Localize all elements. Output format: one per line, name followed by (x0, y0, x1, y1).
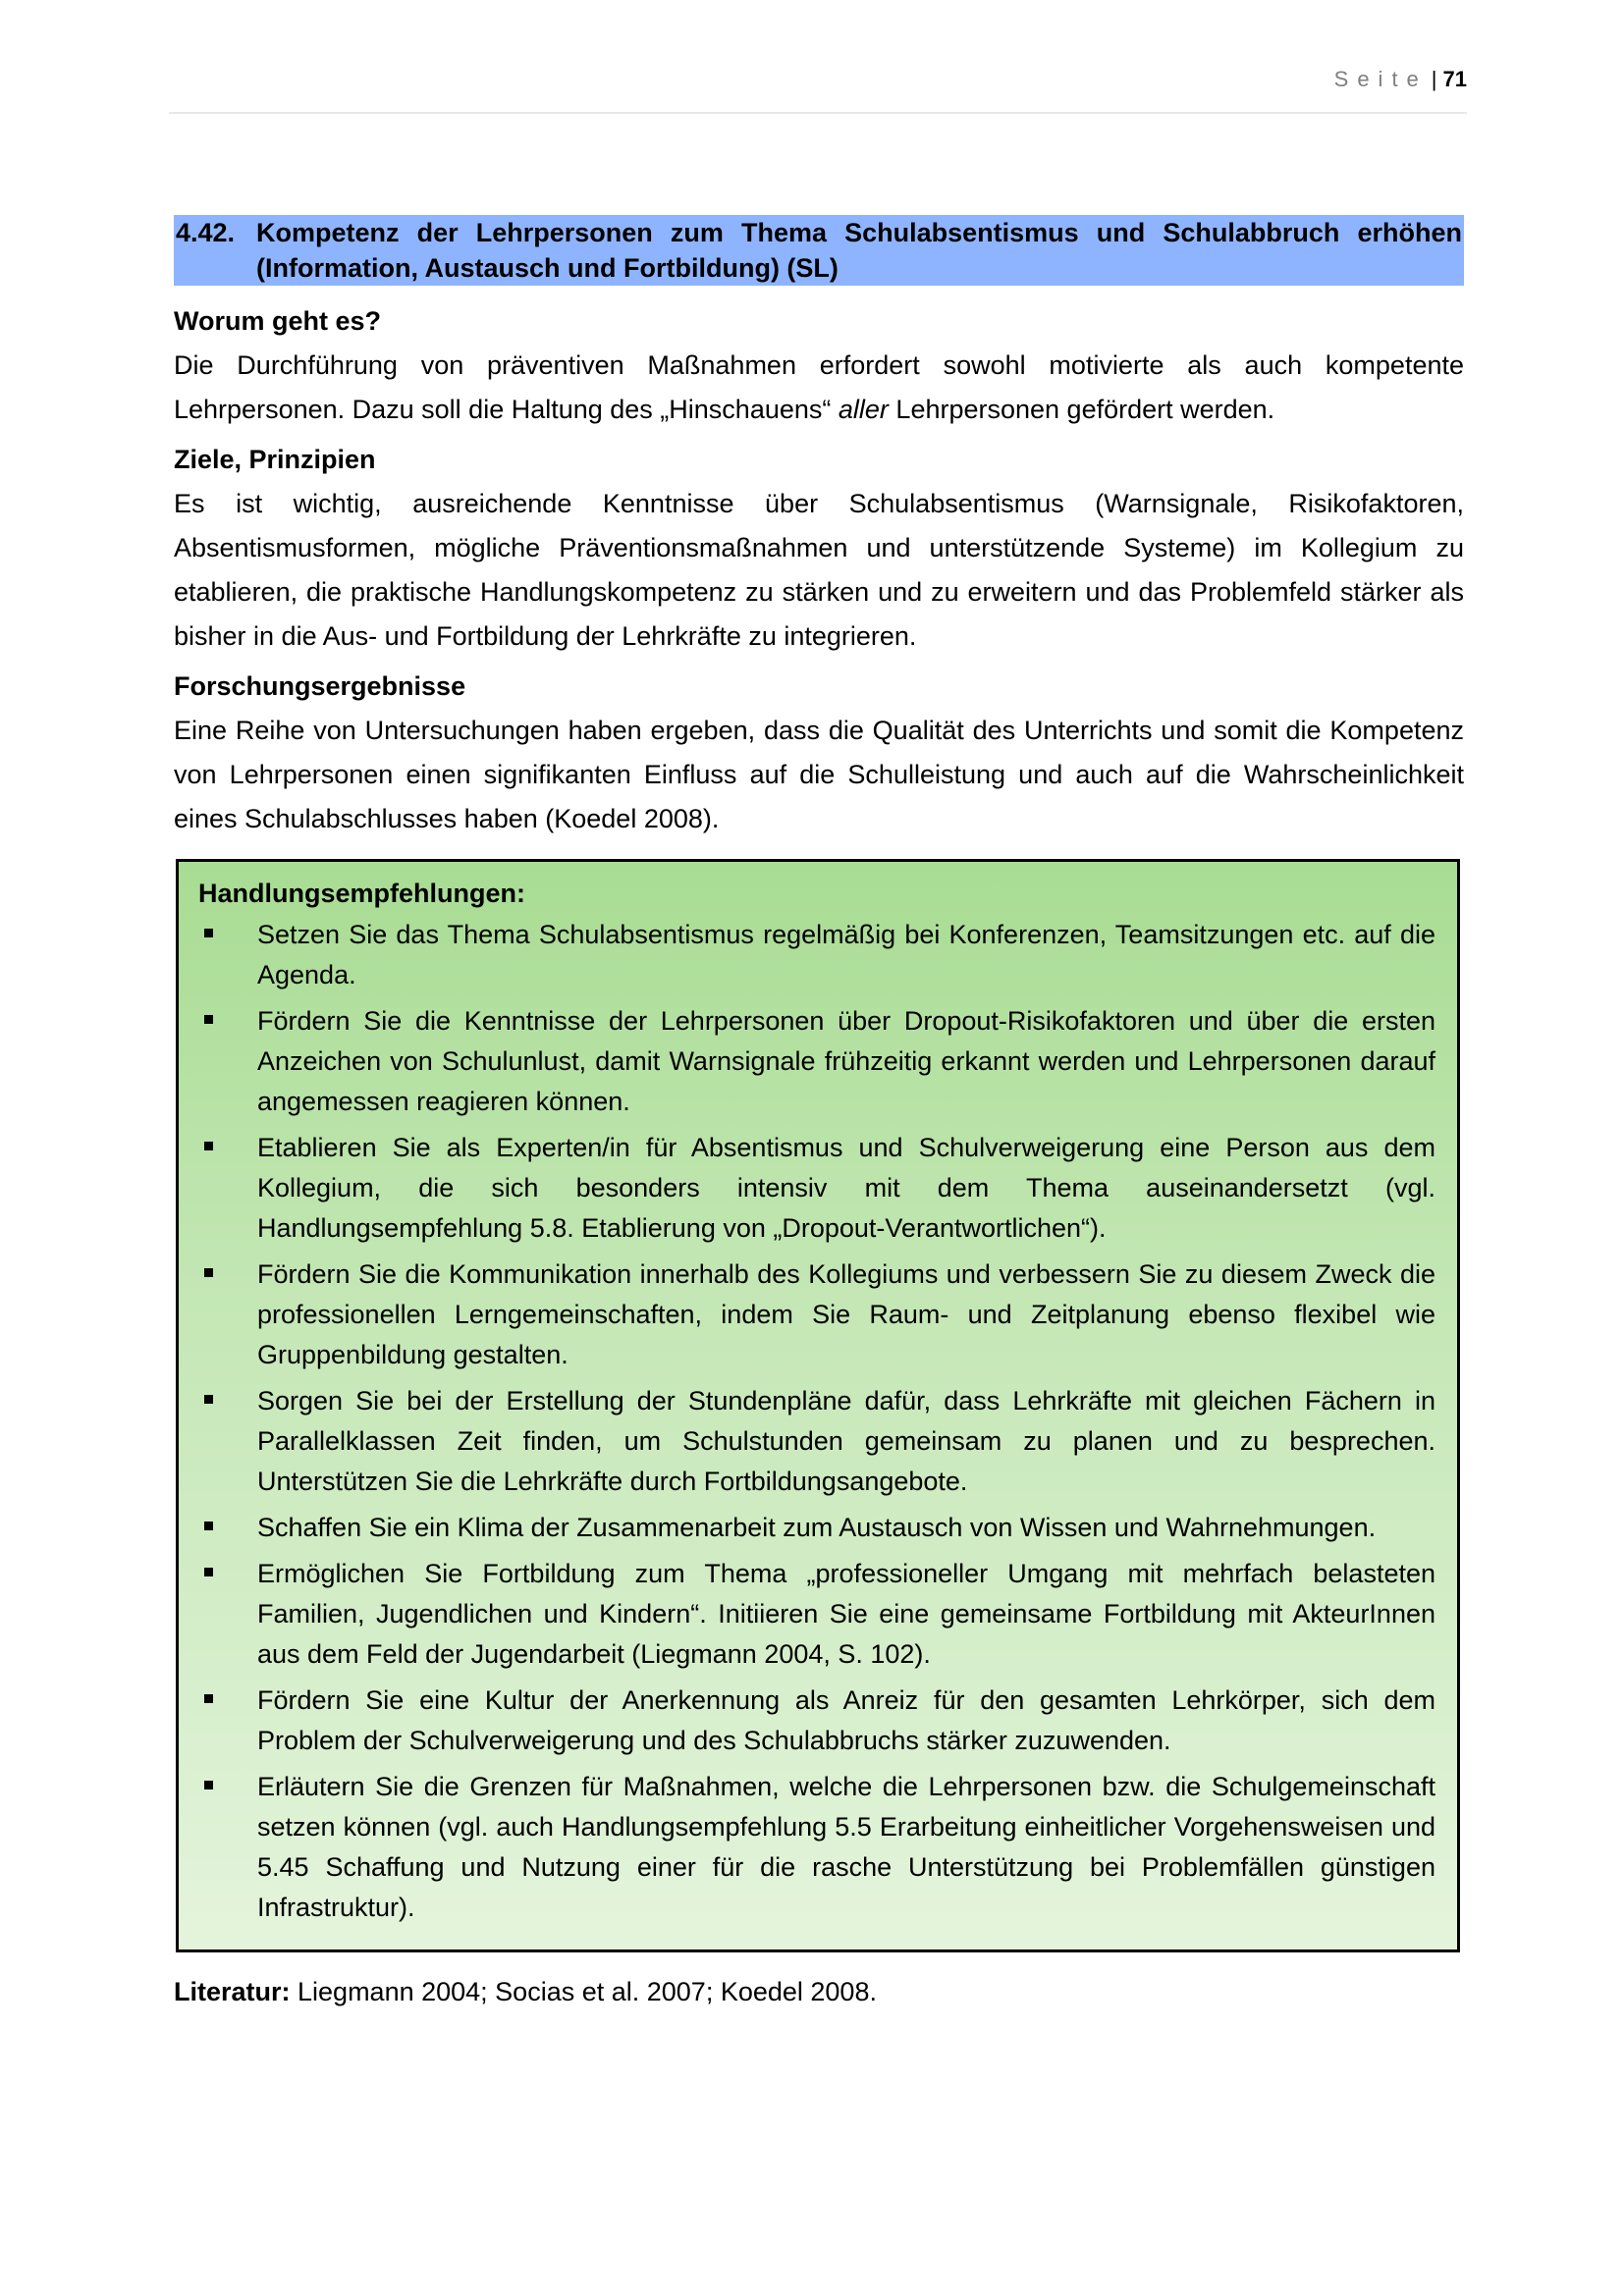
bullet-icon (198, 915, 257, 995)
bullet-icon (198, 1508, 257, 1548)
section-number: 4.42. (176, 218, 236, 247)
bullet-icon (198, 1255, 257, 1375)
list-item-text: Sorgen Sie bei der Erstellung der Stundenpläne dafür, dass Lehrkräfte mit gleichen Fächern in Parallelklassen Zeit finden, um Schulstunden gemeinsam zu planen und zu besprechen. Unterstützen Sie die Lehrkräfte durch Fortbildungsangebote. (257, 1386, 1435, 1496)
list-item (198, 915, 1435, 995)
list-item-text: Schaffen Sie ein Klima der Zusammenarbeit zum Austausch von Wissen und Wahrnehmungen. (257, 1513, 1377, 1542)
list-item (198, 1681, 1435, 1761)
bullet-icon (198, 1381, 257, 1502)
worum-heading: Worum geht es? (174, 306, 382, 336)
list-item (198, 1381, 1435, 1502)
main-content (174, 215, 1464, 2014)
ziele-heading: Ziele, Prinzipien (174, 445, 376, 474)
worum-text-end: Lehrpersonen gefördert werden. (888, 395, 1275, 424)
list-item-text: Fördern Sie die Kommunikation innerhalb des Kollegiums und verbessern Sie zu diesem Zweck die professionellen Lerngemeinschaften, indem Sie Raum- und Zeitplanung ebenso flexibel wie Gruppenbildung gestalten. (257, 1259, 1435, 1369)
list-item (198, 1255, 1435, 1375)
literature-text: Liegmann 2004; Socias et al. 2007; Koedel 2008. (290, 1977, 877, 2006)
bullet-icon (198, 1554, 257, 1675)
page-header (169, 61, 1467, 114)
recommendations-list (198, 915, 1435, 1928)
literature-line (174, 1970, 1464, 2014)
list-item (198, 1554, 1435, 1675)
list-item-text: Fördern Sie die Kenntnisse der Lehrpersonen über Dropout-Risikofaktoren und über die ersten Anzeichen von Schulunlust, damit Warnsignale frühzeitig erkannt werden und Lehrpersonen darauf angemessen reagieren können. (257, 1006, 1435, 1116)
bullet-icon (198, 1767, 257, 1928)
list-item (198, 1508, 1435, 1548)
recommendations-box (176, 859, 1460, 1952)
list-item-text: Fördern Sie eine Kultur der Anerkennung als Anreiz für den gesamten Lehrkörper, sich dem Problem der Schulverweigerung und des Schulabbruchs stärker zuzuwenden. (257, 1685, 1435, 1755)
literature-label: Literatur: (174, 1977, 291, 2006)
ziele-paragraph: Es ist wichtig, ausreichende Kenntnisse über Schulabsentismus (Warnsignale, Risikofaktoren, Absentismusformen, mögliche Präventionsmaßnahmen und unterstützende Systeme) im Kollegium zu etablieren, die praktische Handlungskompetenz zu stärken und zu erweitern und das Problemfeld stärker als bisher in die Aus- und Fortbildung der Lehrkräfte zu integrieren. (174, 489, 1464, 651)
worum-text-emphasis: aller (838, 395, 889, 424)
worum-paragraph (174, 344, 1464, 432)
forschung-heading: Forschungsergebnisse (174, 671, 466, 701)
list-item (198, 1128, 1435, 1249)
page-separator: | (1431, 67, 1437, 91)
list-item (198, 1001, 1435, 1122)
section-heading (174, 215, 1464, 286)
section-title: Kompetenz der Lehrpersonen zum Thema Schulabsentismus und Schulabbruch erhöhen (Information, Austausch und Fortbildung) (SL) (256, 218, 1462, 283)
list-item-text: Ermöglichen Sie Fortbildung zum Thema „professioneller Umgang mit mehrfach belasteten Familien, Jugendlichen und Kindern“. Initiieren Sie eine gemeinsame Fortbildung mit AkteurInnen aus dem Feld der Jugendarbeit (Liegmann 2004, S. 102). (257, 1559, 1435, 1669)
page-label: Seite (1333, 67, 1428, 91)
worum-text-start: Die Durchführung von präventiven Maßnahmen erfordert sowohl motivierte als auch kompetente Lehrpersonen. Dazu soll die Haltung des „Hinschauens“ (174, 350, 1464, 424)
bullet-icon (198, 1681, 257, 1761)
list-item-text: Erläutern Sie die Grenzen für Maßnahmen, welche die Lehrpersonen bzw. die Schulgemeinschaft setzen können (vgl. auch Handlungsempfehlung 5.5 Erarbeitung einheitlicher Vorgehensweisen und 5.45 Schaffung und Nutzung einer für die rasche Unterstützung bei Problemfällen günstigen Infrastruktur). (257, 1772, 1435, 1922)
list-item (198, 1767, 1435, 1928)
recommendations-title: Handlungsempfehlungen: (198, 879, 525, 908)
page-number: 71 (1442, 67, 1467, 91)
list-item-text: Etablieren Sie als Experten/in für Absentismus und Schulverweigerung eine Person aus dem Kollegium, die sich besonders intensiv mit dem Thema auseinandersetzt (vgl. Handlungsempfehlung 5.8. Etablierung von „Dropout-Verantwortlichen“). (257, 1133, 1435, 1243)
list-item-text: Setzen Sie das Thema Schulabsentismus regelmäßig bei Konferenzen, Teamsitzungen etc. auf die Agenda. (257, 920, 1435, 989)
page-indicator (1334, 67, 1467, 92)
bullet-icon (198, 1128, 257, 1249)
forschung-paragraph: Eine Reihe von Untersuchungen haben ergeben, dass die Qualität des Unterrichts und somit die Kompetenz von Lehrpersonen einen signifikanten Einfluss auf die Schulleistung und auch auf die Wahrscheinlichkeit eines Schulabschlusses haben (Koedel 2008). (174, 716, 1464, 833)
bullet-icon (198, 1001, 257, 1122)
